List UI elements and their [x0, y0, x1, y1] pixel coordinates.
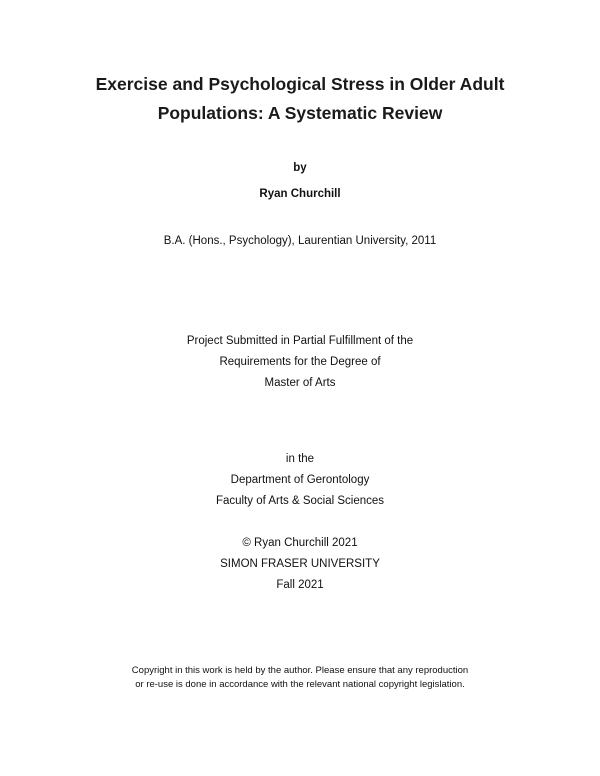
submission-line-1: Project Submitted in Partial Fulfillment of the	[186, 335, 414, 347]
submission-line-3: Master of Arts	[264, 377, 336, 389]
term-year: Fall 2021	[276, 579, 324, 591]
university-name: SIMON FRASER UNIVERSITY	[220, 558, 380, 570]
title-line-1: Exercise and Psychological Stress in Older Adult	[95, 74, 505, 94]
copyright-notice-line-1: Copyright in this work is held by the author. Please ensure that any reproduction	[131, 665, 469, 676]
copyright-notice-line-2: or re-use is done in accordance with the relevant national copyright legislation.	[135, 679, 465, 690]
department-line-2: Department of Gerontology	[230, 474, 370, 486]
copyright-holder: © Ryan Churchill 2021	[242, 537, 358, 549]
submission-line-2: Requirements for the Degree of	[219, 356, 381, 368]
prior-degree: B.A. (Hons., Psychology), Laurentian University, 2011	[163, 235, 437, 247]
department-line-1: in the	[285, 453, 315, 465]
title-line-2: Populations: A Systematic Review	[157, 103, 443, 123]
author-name: Ryan Churchill	[259, 188, 341, 200]
department-line-3: Faculty of Arts & Social Sciences	[215, 495, 385, 507]
byline: by	[293, 162, 307, 174]
